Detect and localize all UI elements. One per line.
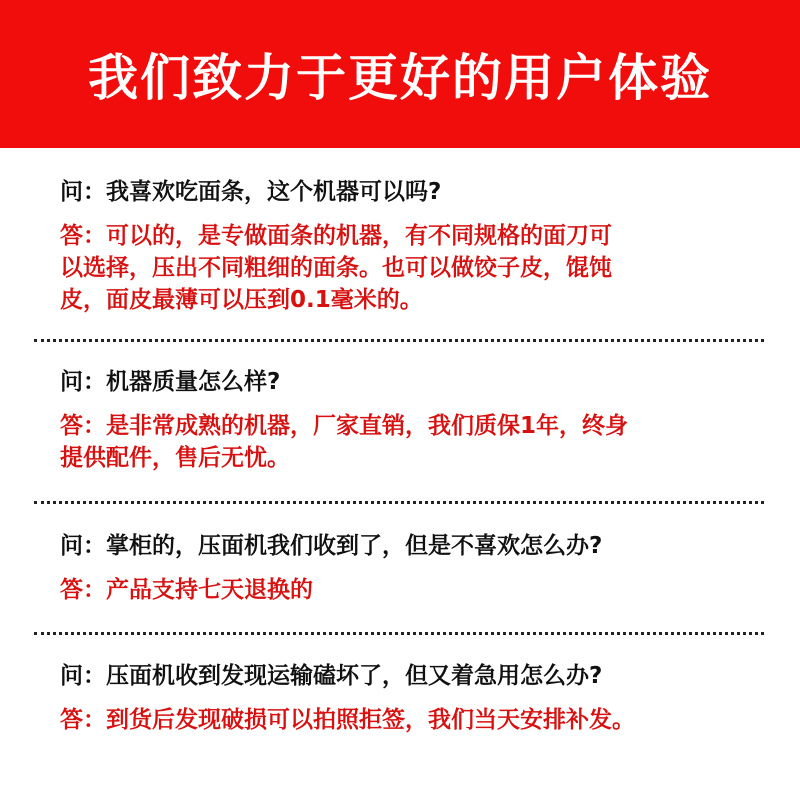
dotted-divider bbox=[34, 339, 764, 342]
faq-item-4 bbox=[60, 660, 760, 736]
question-text: 问：机器质量怎么样? bbox=[60, 369, 281, 395]
question-text: 问：掌柜的，压面机我们收到了，但是不喜欢怎么办? bbox=[60, 533, 603, 559]
answer-line: 以选择，压出不同粗细的面条。也可以做饺子皮，馄饨 bbox=[60, 255, 612, 281]
dotted-divider bbox=[34, 632, 764, 635]
faq-item-1 bbox=[60, 176, 760, 316]
answer-line: 提供配件，售后无忧。 bbox=[60, 445, 290, 471]
header-banner bbox=[0, 0, 800, 148]
question-text: 问：我喜欢吃面条，这个机器可以吗? bbox=[60, 179, 442, 205]
faq-item-2 bbox=[60, 366, 760, 474]
answer-line: 答：可以的，是专做面条的机器，有不同规格的面刀可 bbox=[60, 223, 612, 249]
answer-line: 答：是非常成熟的机器，厂家直销，我们质保1年，终身 bbox=[60, 413, 629, 439]
banner-title: 我们致力于更好的用户体验 bbox=[88, 49, 712, 107]
answer-line: 答：产品支持七天退换的 bbox=[60, 577, 313, 603]
dotted-divider bbox=[34, 501, 764, 504]
answer-line: 皮，面皮最薄可以压到0.1毫米的。 bbox=[60, 287, 423, 313]
answer-line: 答：到货后发现破损可以拍照拒签，我们当天安排补发。 bbox=[60, 707, 635, 733]
question-text: 问：压面机收到发现运输磕坏了，但又着急用怎么办? bbox=[60, 663, 603, 689]
faq-item-3 bbox=[60, 530, 760, 606]
